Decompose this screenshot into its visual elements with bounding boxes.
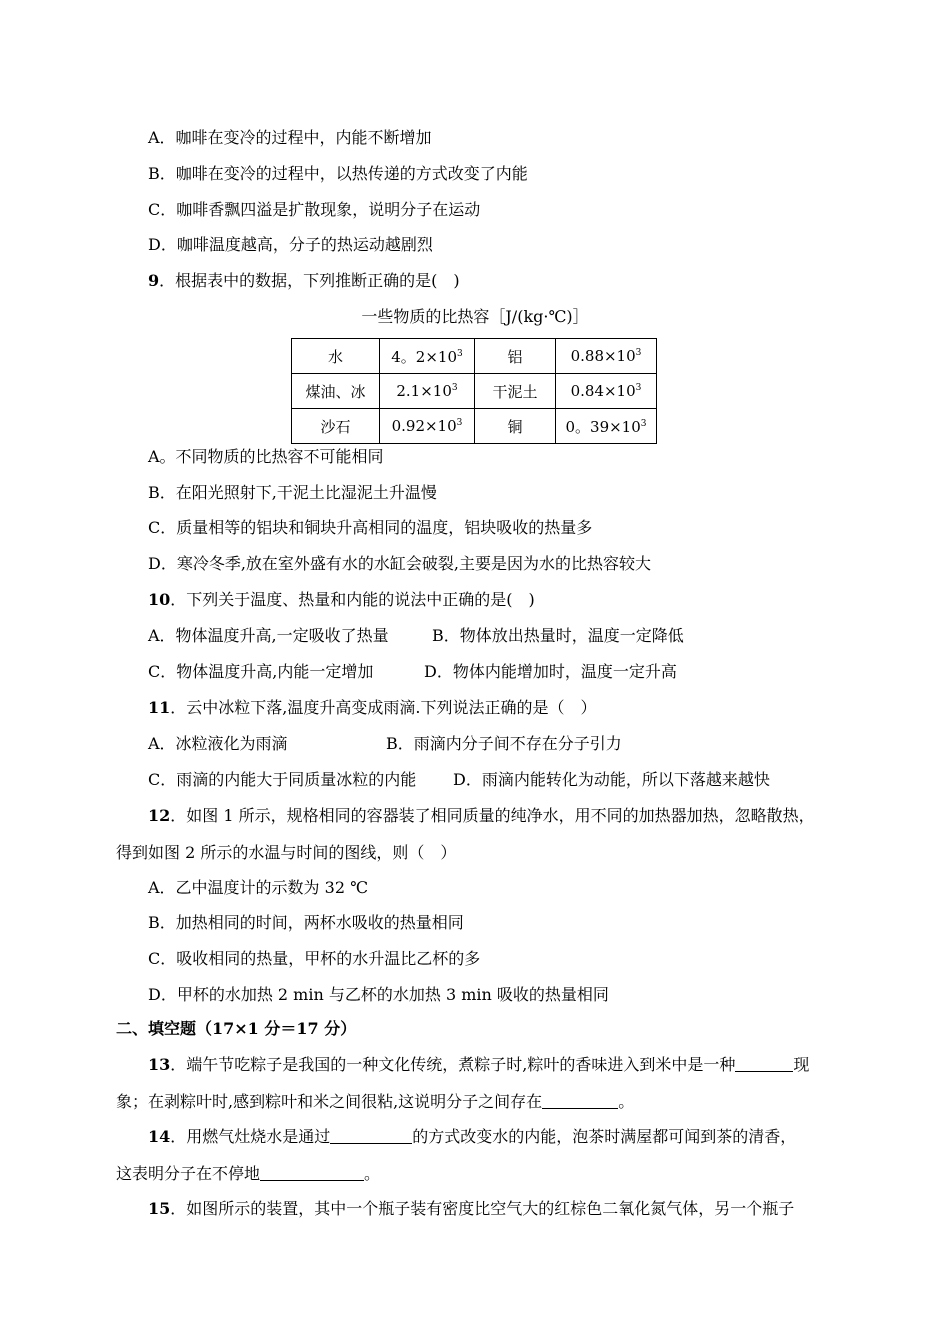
q8-option-d: D．咖啡温度越高，分子的热运动越剧烈 (148, 235, 433, 254)
q11-stem-text: ．云中冰粒下落,温度升高变成雨滴.下列说法正确的是（ ） (170, 698, 597, 717)
q12-number: 12 (148, 806, 171, 825)
q8-option-a: A．咖啡在变冷的过程中，内能不断增加 (148, 128, 432, 147)
q12-option-d: D．甲杯的水加热 2 min 与乙杯的水加热 3 min 吸收的热量相同 (148, 985, 609, 1004)
q12-option-a: A．乙中温度计的示数为 32 ℃ (148, 878, 368, 897)
table-cell: 沙石 (292, 409, 380, 444)
q9-option-c: C．质量相等的铝块和铜块升高相同的温度，铝块吸收的热量多 (148, 518, 593, 537)
table-cell: 干泥土 (475, 374, 556, 409)
q14-line2: 这表明分子在不停地 。 (116, 1164, 381, 1183)
table-cell: 铝 (475, 339, 556, 374)
q12-stem (148, 806, 815, 826)
q13-line1: 13．端午节吃粽子是我国的一种文化传统，煮粽子时,粽叶的香味进入到米中是一种 现 (148, 1055, 810, 1074)
q8-option-c: C．咖啡香飘四溢是扩散现象，说明分子在运动 (148, 200, 481, 219)
answer-blank[interactable] (330, 1129, 412, 1144)
q10-number: 10 (148, 590, 171, 609)
section-heading: 二、填空题（17×1 分＝17 分） (116, 1019, 357, 1038)
specific-heat-table (291, 338, 657, 444)
answer-blank[interactable] (542, 1094, 618, 1109)
q9-number: 9 (148, 271, 160, 290)
q13-number: 13 (148, 1055, 171, 1074)
table-row (292, 409, 657, 444)
q11-option-a: A．冰粒液化为雨滴 (148, 734, 288, 753)
q12-stem-continued: 得到如图 2 所示的水温与时间的图线，则（ ） (116, 843, 457, 862)
q12-stem-text: ．如图 1 所示，规格相同的容器装了相同质量的纯净水，用不同的加热器加热，忽略散热， (170, 806, 815, 825)
q13-line2: 象；在剥粽叶时,感到粽叶和米之间很粘,这说明分子之间存在 。 (116, 1092, 635, 1111)
answer-blank[interactable] (735, 1057, 793, 1072)
q11-number: 11 (148, 698, 171, 717)
table-cell: 0。$39\times 10^3$ (556, 409, 657, 444)
q10-stem-text: ．下列关于温度、热量和内能的说法中正确的是( ) (170, 590, 535, 609)
table-cell: 铜 (475, 409, 556, 444)
q10-option-d: D．物体内能增加时，温度一定升高 (424, 662, 677, 681)
q11-option-c: C．雨滴的内能大于同质量冰粒的内能 (148, 770, 417, 789)
table-row (292, 339, 657, 374)
q14-line1: 14．用燃气灶烧水是通过 的方式改变水的内能，泡茶时满屋都可闻到茶的清香， (148, 1127, 797, 1146)
q15-number: 15 (148, 1199, 171, 1218)
q15-line1: 15．如图所示的装置，其中一个瓶子装有密度比空气大的红棕色二氧化氮气体，另一个瓶子 (148, 1199, 795, 1218)
table-cell: $0.88\times 10^3$ (556, 339, 657, 374)
table-caption: 一些物质的比热容［J/(kg·℃)］ (361, 307, 589, 326)
table-cell: $2.1\times 10^3$ (380, 374, 475, 409)
q11-stem (148, 698, 596, 718)
q10-stem (148, 590, 535, 610)
q12-option-b: B．加热相同的时间，两杯水吸收的热量相同 (148, 913, 464, 932)
table-cell: 煤油、冰 (292, 374, 380, 409)
q10-option-b: B．物体放出热量时，温度一定降低 (432, 626, 684, 645)
q12-option-c: C．吸收相同的热量，甲杯的水升温比乙杯的多 (148, 949, 481, 968)
q10-option-c: C．物体温度升高,内能一定增加 (148, 662, 374, 681)
table-cell: $0.84\times 10^3$ (556, 374, 657, 409)
q9-stem-text: ．根据表中的数据，下列推断正确的是( ) (159, 271, 460, 290)
q11-option-b: B．雨滴内分子间不存在分子引力 (386, 734, 622, 753)
q10-option-a: A．物体温度升高,一定吸收了热量 (148, 626, 389, 645)
table-cell: 水 (292, 339, 380, 374)
q14-number: 14 (148, 1127, 171, 1146)
table-cell: 4。$2\times 10^3$ (380, 339, 475, 374)
table-row (292, 374, 657, 409)
q9-option-a: A。不同物质的比热容不可能相同 (148, 447, 384, 466)
q8-option-b: B．咖啡在变冷的过程中，以热传递的方式改变了内能 (148, 164, 528, 183)
q9-option-d: D．寒冷冬季,放在室外盛有水的水缸会破裂,主要是因为水的比热容较大 (148, 554, 652, 573)
q9-option-b: B．在阳光照射下,干泥土比湿泥土升温慢 (148, 483, 437, 502)
answer-blank[interactable] (260, 1166, 364, 1181)
q11-option-d: D．雨滴内能转化为动能，所以下落越来越快 (453, 770, 770, 789)
q9-stem (148, 271, 460, 291)
table-cell: $0.92\times 10^3$ (380, 409, 475, 444)
